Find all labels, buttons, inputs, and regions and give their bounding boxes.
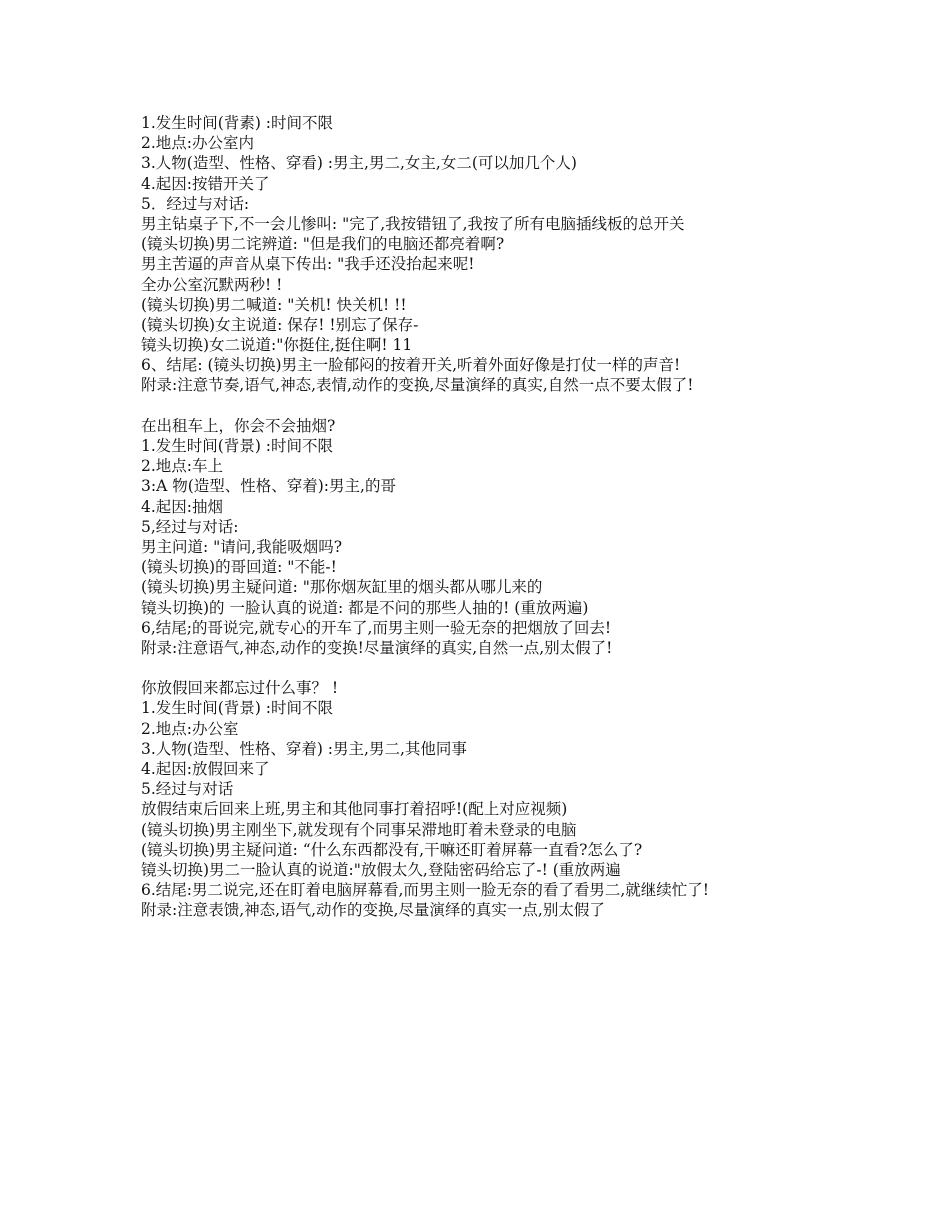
text-line: 4.起因:按错开关了 — [141, 174, 270, 193]
section-holiday-password — [141, 678, 841, 920]
text-line: 3.人物(造型、性格、穿看) :男主,男二,女主,女二(可以加几个人) — [141, 154, 577, 173]
text-line: 2.地点:车上 — [141, 457, 224, 476]
text-line: 2.地点:办公室 — [141, 719, 239, 738]
text-line: 镜头切换)男二一脸认真的说道:"放假太久,登陆密码给忘了-! (重放两遍 — [141, 860, 621, 879]
document-body — [141, 113, 841, 921]
text-line: 2.地点:办公室内 — [141, 134, 255, 153]
section-title: 你放假回来都忘过什么事？ ! — [141, 679, 339, 698]
text-line: (镜头切换)男主疑问道: “什么东西都没有,干嘛还盯着屏幕一直看?怎么了? — [141, 840, 643, 859]
text-line: 镜头切换)的 一脸认真的说道: 都是不问的那些人抽的! (重放两遍) — [141, 598, 589, 617]
text-line: (镜头切换)男主疑问道: "那你烟灰缸里的烟头都从哪儿来的 — [141, 578, 543, 597]
text-line: 1.发生时间(背景) :时间不限 — [141, 699, 334, 718]
text-line: (镜头切换)女主说道: 保存! !别忘了保存- — [141, 315, 419, 334]
text-line: 5．经过与对话: — [141, 194, 250, 213]
text-line: 3:A 物(造型、性格、穿着):男主,的哥 — [141, 477, 396, 496]
text-line: (镜头切换)男二诧辨道: "但是我们的电脑还都亮着啊? — [141, 235, 505, 254]
text-line: 放假结束后回来上班,男主和其他同事打着招呼!(配上对应视频) — [141, 800, 568, 819]
text-line: (镜头切换)男二喊道: "关机! 快关机! !! — [141, 295, 407, 314]
text-line: 6,结尾;的哥说完,就专心的开车了,而男主则一验无奈的把烟放了回去! — [141, 618, 612, 637]
text-line: 5,经过与对话: — [141, 517, 239, 536]
text-line: 全办公室沉默两秒! ! — [141, 275, 283, 294]
text-line: 6、结尾: (镜头切换)男主一脸郁闷的按着开关,听着外面好像是打仗一样的声音! — [141, 356, 681, 375]
text-line: 3.人物(造型、性格、穿着) :男主,男二,其他同事 — [141, 739, 467, 758]
text-line: 男主问道: "请问,我能吸烟吗? — [141, 537, 343, 556]
text-line: 附录:注意语气,神态,动作的变换!尽量演绎的真实,自然一点,别太假了! — [141, 638, 613, 657]
text-line: 6.结尾:男二说完,还在盯着电脑屏幕看,而男主则一脸无奈的看了看男二,就继续忙了! — [141, 881, 710, 900]
section-spacer — [141, 396, 841, 416]
text-line: 附录:注意表馈,神态,语气,动作的变换,尽量演绎的真实一点,别太假了 — [141, 901, 605, 920]
text-line: 男主苦逼的声音从桌下传出: "我手还没抬起来呢! — [141, 255, 475, 274]
text-line: 镜头切换)女二说道:"你挺住,挺住啊! 11 — [141, 336, 413, 355]
text-line: 4.起因:放假回来了 — [141, 760, 270, 778]
text-line: (镜头切换)的哥回道: "不能-! — [141, 558, 337, 577]
section-office-power-switch — [141, 113, 841, 396]
text-line: 男主钻桌子下,不一会儿惨叫: "完了,我按错钮了,我按了所有电脑插线板的总开关 — [141, 214, 685, 233]
section-spacer — [141, 658, 841, 678]
text-line: 4.起因:抽烟 — [141, 497, 224, 516]
section-title: 在出租车上，你会不会抽烟? — [141, 416, 336, 435]
text-line: 1.发生时间(背景) :时间不限 — [141, 437, 334, 455]
text-line: 5.经过与对话 — [141, 780, 234, 799]
text-line: 附录:注意节奏,语气,神态,表情,动作的变换,尽量演绎的真实,自然一点不要太假了! — [141, 376, 694, 395]
section-taxi-smoking — [141, 416, 841, 658]
text-line: 1.发生时间(背素) :时间不限 — [141, 114, 334, 132]
text-line: (镜头切换)男主刚坐下,就发现有个同事呆滞地盯着未登录的电脑 — [141, 820, 577, 839]
